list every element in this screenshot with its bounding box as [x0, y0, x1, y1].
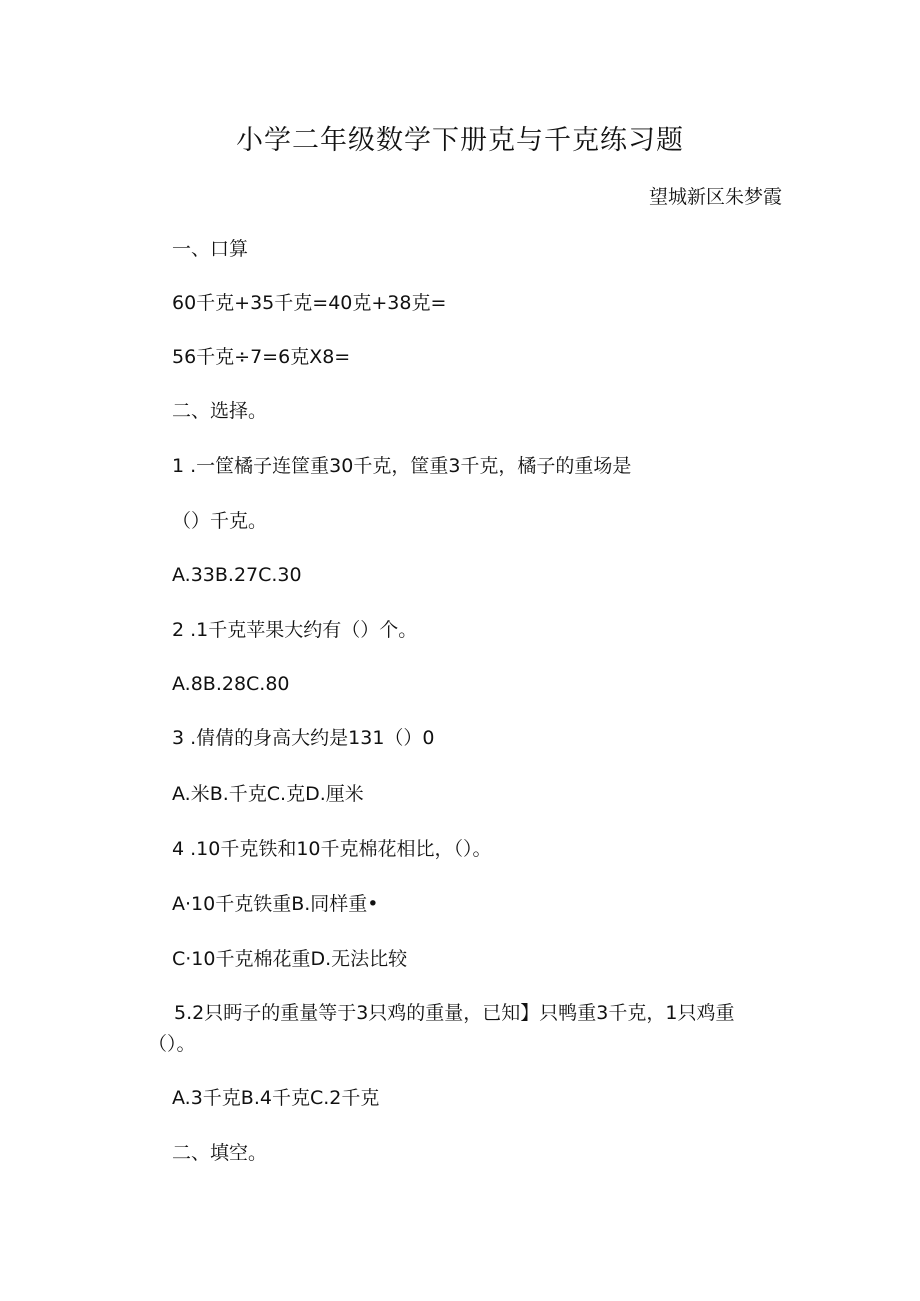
document-title: 小学二年级数学下册克与千克练习题 — [236, 125, 684, 156]
question-4: 4 .10千克铁和10千克棉花相比，（）。 — [172, 838, 492, 860]
question-2-options: A.8B.28C.80 — [172, 673, 290, 695]
question-4-options-1: A·10千克铁重B.同样重• — [172, 893, 379, 915]
question-5-options: A.3千克B.4千克C.2千克 — [172, 1087, 380, 1109]
section-heading-fill-blank: 二、填空。 — [172, 1142, 268, 1164]
question-4-options-2: C·10千克棉花重D.无法比较 — [172, 948, 408, 970]
question-3-options: A.米B.千克C.克D.厘米 — [172, 783, 364, 805]
question-1-line-1: 1 .一筐橘子连筐重30千克，筐重3千克，橘子的重场是 — [172, 455, 632, 477]
section-heading-mental-math: 一、口算 — [172, 238, 249, 260]
author-line: 望城新区朱梦霞 — [648, 186, 782, 208]
question-2: 2 .1千克苹果大约有（）个。 — [172, 619, 418, 641]
question-1-line-2: （）千克。 — [172, 510, 268, 532]
mental-math-line-1: 60千克+35千克=40克+38克= — [172, 292, 447, 314]
section-heading-choice: 二、选择。 — [172, 400, 268, 422]
question-1-options: A.33B.27C.30 — [172, 564, 302, 586]
question-5: 5.2只眄子的重量等于3只鸡的重量，已知】只鸭重3千克，1只鸡重（）。 — [148, 1002, 735, 1055]
question-3: 3 .倩倩的身高大约是131（）0 — [172, 727, 435, 749]
mental-math-line-2: 56千克÷7=6克X8= — [172, 346, 351, 368]
